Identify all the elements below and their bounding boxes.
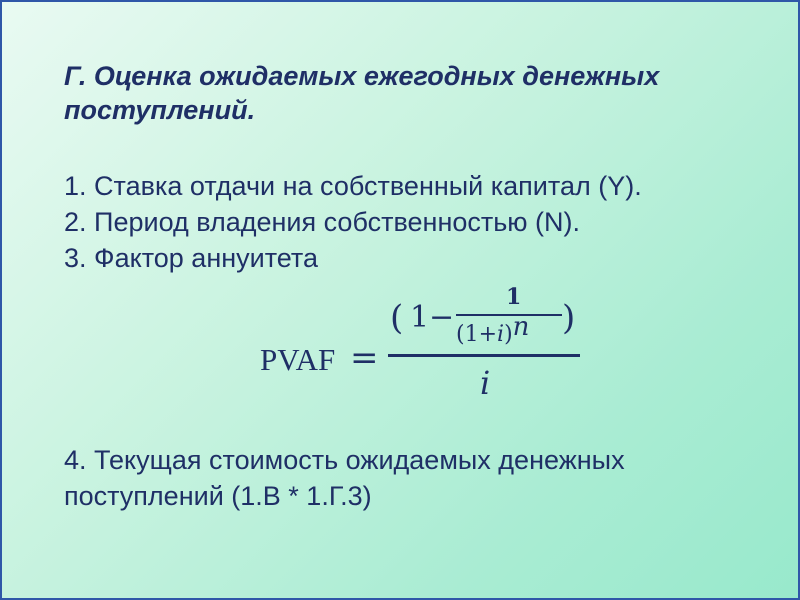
list-item-4-line-2: поступлений (1.В * 1.Г.3) <box>64 481 372 511</box>
list-item-4-text-1: Текущая стоимость ожидаемых денежных <box>94 445 625 475</box>
inner-denominator-var: i <box>497 322 505 347</box>
pvaf-formula <box>260 284 600 414</box>
heading-line-2: поступлений. <box>64 95 256 125</box>
list-item-1-text: Ставка отдачи на собственный капитал (Y). <box>94 171 642 201</box>
list-item-4-line-1 <box>64 442 784 478</box>
list-item-3-text: Фактор аннуитета <box>94 243 318 273</box>
formula-one: 1 <box>410 300 430 335</box>
list-item-2-number: 2. <box>64 207 87 237</box>
slide-heading <box>64 59 784 127</box>
inner-denominator-base: (1+ <box>456 322 498 347</box>
list-item-2-text: Период владения собственностью (N). <box>94 207 581 237</box>
formula-open-paren: ( <box>390 298 404 338</box>
inner-denominator-close: ) <box>504 322 513 347</box>
factor-list <box>64 168 784 276</box>
list-item-3-number: 3. <box>64 243 87 273</box>
list-item-3 <box>64 240 784 276</box>
formula-lhs: PVAF <box>260 342 336 377</box>
inner-fraction-denominator <box>456 312 530 348</box>
formula-exponent: n <box>512 312 530 342</box>
formula-minus: − <box>429 300 455 335</box>
formula-equals: = <box>350 338 379 378</box>
formula-close-paren: ) <box>562 298 576 338</box>
formula-denominator: i <box>480 364 491 402</box>
inner-fraction-numerator: 1 <box>506 284 522 310</box>
list-item-1 <box>64 168 784 204</box>
list-item-4-number: 4. <box>64 445 87 475</box>
list-item-1-number: 1. <box>64 171 87 201</box>
heading-line-1: Г. Оценка ожидаемых ежегодных денежных <box>64 61 660 91</box>
inner-fraction-bar <box>456 314 562 316</box>
main-fraction-bar <box>388 354 580 357</box>
list-item-4 <box>64 442 784 514</box>
list-item-2 <box>64 204 784 240</box>
